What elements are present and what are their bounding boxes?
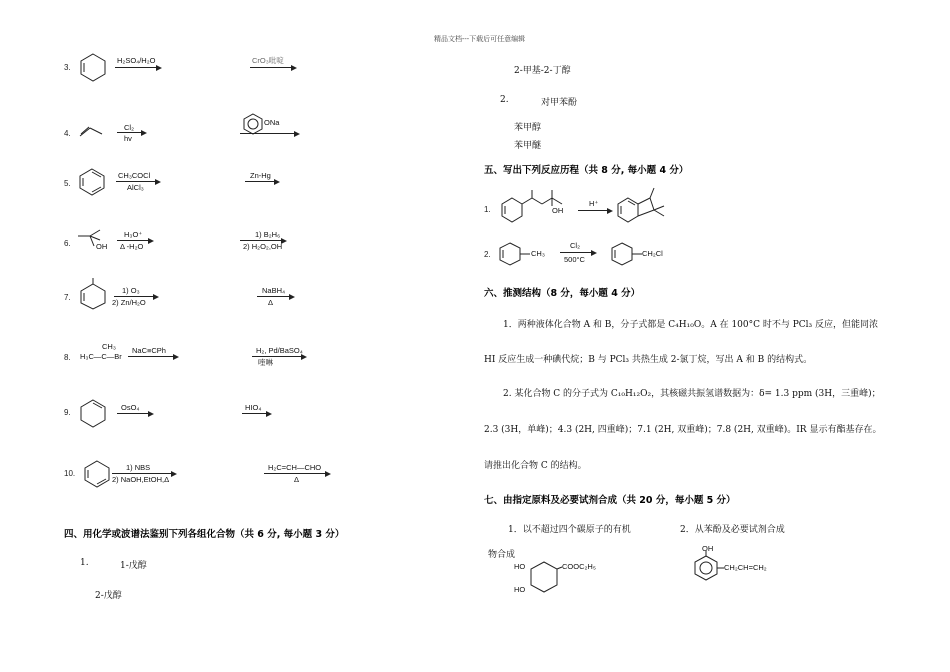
reaction-4-arrow-2: [240, 133, 295, 134]
reaction-5-reagent-top: CH₃COCl: [118, 171, 151, 180]
cyclohexene-structure: [78, 52, 108, 82]
reaction-6-reagent-2-bottom: 2) H₂O₂,OH: [243, 242, 283, 251]
section-6-paragraph-5: 请推出化合物 C 的结构。: [484, 461, 587, 471]
mechanism-2-methyl-label: CH₃: [531, 249, 545, 258]
section-5-title: 五、写出下列反应历程（共 8 分, 每小题 4 分）: [484, 165, 689, 176]
reaction-4-phenoxide-label: ONa: [264, 118, 280, 127]
reaction-7-arrow-2: [257, 296, 290, 297]
reaction-4-number: 4.: [64, 129, 71, 138]
reaction-7-reagent-top: 1) O₃: [122, 286, 140, 295]
section-4-title: 四、用化学或波谱法鉴别下列各组化合物（共 6 分, 每小题 3 分）: [64, 529, 345, 540]
section-6-paragraph-2: HI 反应生成一种碘代烷；B 与 PCl₃ 共热生成 2-氯丁烷，写出 A 和 B 的结构式。: [484, 355, 813, 365]
target-2-allyl-label: CH₂CH=CH₂: [724, 563, 767, 572]
reaction-3-arrow-2: [250, 67, 292, 68]
reaction-9-arrow-2: [242, 413, 267, 414]
sodium-phenoxide-structure: [242, 113, 264, 135]
reaction-10-reagent-bottom: 2) NaOH,EtOH,Δ: [112, 475, 170, 484]
toluene-structure: [498, 242, 532, 266]
reaction-8-methyl-label: CH₃: [102, 342, 116, 351]
reaction-8-arrow-1: [128, 356, 174, 357]
reaction-8-arrow-2: [252, 356, 302, 357]
reaction-9-number: 9.: [64, 408, 71, 417]
reaction-3-reagent-2: CrO₃吡啶: [252, 56, 284, 65]
cyclohexene-structure-9: [78, 398, 108, 428]
reaction-3-number: 3.: [64, 63, 71, 72]
mechanism-1-reagent: H⁺: [589, 199, 599, 208]
section-6-paragraph-3: 2. 某化合物 C 的分子式为 C₁₀H₁₂O₂，其核磁共振氢谱数据为：δ= 1.3 ppm (3H，三重峰)；: [503, 389, 881, 399]
reaction-10-reagent-2-bottom: Δ: [294, 475, 300, 484]
mechanism-1-number: 1.: [484, 205, 491, 214]
section-7-title: 七、由指定原料及必要试剂合成（共 20 分，每小题 5 分）: [484, 495, 736, 506]
section-7-question-2: 2．从苯酚及必要试剂合成: [680, 525, 785, 535]
reaction-10-arrow-2: [264, 473, 326, 474]
section-4-item-2-number: 2.: [500, 95, 509, 105]
target-1-ho-upper: HO: [514, 562, 526, 571]
reaction-6-arrow-2: [240, 240, 282, 241]
reaction-4-reagent-top: Cl₂: [124, 123, 134, 132]
section-6-title: 六、推测结构（8 分，每小题 4 分）: [484, 288, 641, 299]
section-4-item-1-b: 2-戊醇: [95, 591, 122, 601]
reaction-8-reagent-1: NaC≡CPh: [132, 346, 166, 355]
reaction-6-reagent-2-top: 1) B₂H₆: [255, 230, 281, 239]
reaction-7-reagent-2-top: NaBH₄: [262, 286, 286, 295]
reaction-5-reagent-bottom: AlCl₃: [127, 183, 144, 192]
reaction-8-substrate: H₃C—C—Br: [80, 352, 122, 361]
mechanism-2-reagent-top: Cl₂: [570, 241, 580, 250]
reaction-5-reagent-2: Zn-Hg: [250, 171, 271, 180]
reaction-10-reagent-top: 1) NBS: [126, 463, 151, 472]
reaction-3-arrow-1: [115, 67, 157, 68]
section-4-continued-line-4: 苯甲醚: [514, 141, 542, 151]
reaction-3-reagent-1: H₂SO₄/H₂O: [117, 56, 156, 65]
reaction-5-arrow-2: [245, 181, 275, 182]
propene-structure: [78, 124, 106, 138]
reaction-10-reagent-2-top: H₂C=CH—CHO: [268, 463, 322, 472]
section-4-continued-line-2: 对甲苯酚: [541, 98, 578, 108]
reaction-10-arrow-1: [112, 473, 172, 474]
section-6-paragraph-4: 2.3 (3H，单峰)；4.3 (2H, 四重峰)；7.1 (2H, 双重峰)；7.8 (2H, 双重峰)。IR 显示有酯基存在。: [484, 425, 882, 435]
target-allylphenol-structure: [692, 554, 726, 582]
reaction-7-reagent-bottom: 2) Zn/H₂O: [112, 298, 146, 307]
target-2-oh-label: OH: [702, 544, 714, 553]
reaction-7-number: 7.: [64, 293, 71, 302]
reaction-5-number: 5.: [64, 179, 71, 188]
reaction-8-number: 8.: [64, 353, 71, 362]
reaction-4-arrow-1: [117, 132, 142, 133]
reaction-9-reagent-2: HIO₄: [245, 403, 262, 412]
page-header: 精品文档---下载后可任意编辑: [434, 35, 526, 43]
reaction-9-reagent-1: OsO₄: [121, 403, 140, 412]
reaction-8-reagent-2-top: H₂, Pd/BaSO₄: [256, 346, 303, 355]
mechanism-1-oh-label: OH: [552, 206, 564, 215]
target-1-ester-label: COOC₂H₅: [562, 562, 596, 571]
reaction-7-arrow-1: [114, 296, 154, 297]
section-4-continued-line-3: 苯甲醇: [514, 123, 542, 133]
section-7-question-1: 1．以不超过四个碳原子的有机: [508, 525, 631, 535]
reaction-8-reagent-2-bottom: 喹啉: [258, 358, 273, 367]
section-4-continued-line-1: 2-甲基-2-丁醇: [514, 66, 571, 76]
reaction-6-reagent-top: H₃O⁺: [124, 230, 143, 239]
mechanism-1-arrow: [578, 210, 608, 211]
trimethylindane-structure: [616, 186, 668, 226]
benzene-structure: [78, 168, 106, 196]
section-6-paragraph-1: 1．两种液体化合物 A 和 B，分子式都是 C₄H₁₀O。A 在 100°C 时不与 PCl₃ 反应，但能同浓: [503, 320, 879, 330]
reaction-5-arrow-1: [116, 181, 156, 182]
mechanism-2-number: 2.: [484, 250, 491, 259]
cyclohexadiene-structure: [82, 460, 112, 488]
reaction-10-number: 10.: [64, 469, 76, 478]
target-cyclohexane-ester-structure: [526, 560, 562, 596]
reaction-6-reagent-bottom: Δ -H₂O: [120, 242, 144, 251]
methylcyclohexene-structure: [78, 280, 108, 310]
target-1-ho-lower: HO: [514, 585, 526, 594]
reaction-7-reagent-2-bottom: Δ: [268, 298, 274, 307]
mechanism-2-product-label: CH₂Cl: [642, 249, 663, 258]
section-4-item-1-a: 1-戊醇: [120, 561, 147, 571]
section-7-question-1-cont: 物合成: [488, 550, 516, 560]
reaction-9-arrow-1: [117, 413, 149, 414]
reaction-6-number: 6.: [64, 239, 71, 248]
reaction-4-reagent-bottom: hv: [124, 134, 132, 143]
section-4-item-1-number: 1.: [80, 558, 89, 568]
benzyl-chloride-structure: [610, 242, 644, 266]
reaction-6-arrow-1: [117, 240, 149, 241]
mechanism-2-reagent-bottom: 500°C: [564, 255, 585, 264]
reaction-6-oh-label: OH: [96, 242, 108, 251]
mechanism-2-arrow: [560, 252, 592, 253]
